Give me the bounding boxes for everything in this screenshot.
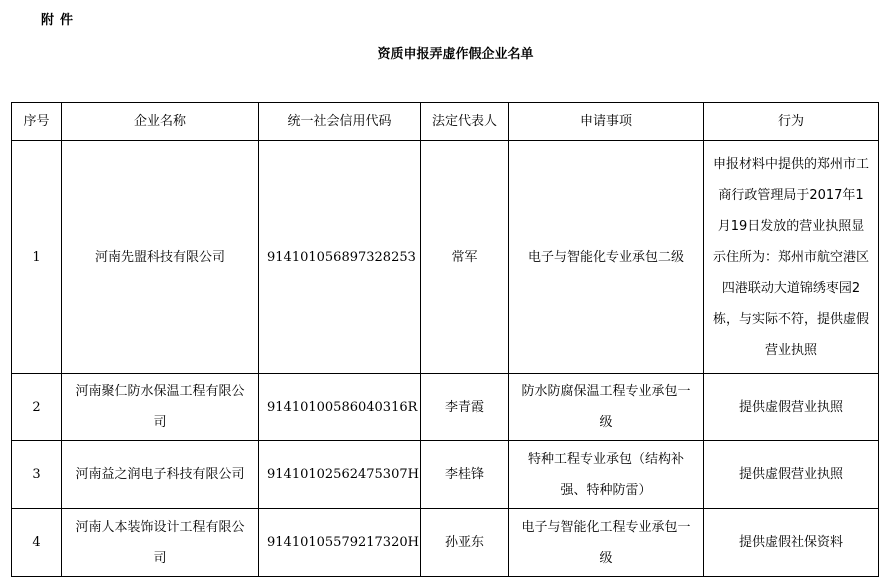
document-title: 资质申报弄虚作假企业名单 [377,47,534,62]
row-application: 电子与智能化工程专业承包一级 [509,509,704,577]
table-row [12,509,879,577]
column-header-credit-code: 统一社会信用代码 [259,103,421,141]
row-application: 电子与智能化专业承包二级 [509,141,704,374]
row-legal-rep: 李桂锋 [421,441,509,509]
row-behavior: 提供虚假社保资料 [704,509,879,577]
table-header-row [12,103,879,141]
column-header-legal-rep: 法定代表人 [421,103,509,141]
table-row [12,374,879,441]
row-behavior: 提供虚假营业执照 [704,374,879,441]
row-company-name: 河南先盟科技有限公司 [62,141,259,374]
column-header-company: 企业名称 [62,103,259,141]
table-row [12,441,879,509]
row-legal-rep: 李青霞 [421,374,509,441]
row-company-name: 河南益之润电子科技有限公司 [62,441,259,509]
attachment-label: 附件 [41,13,80,28]
row-credit-code: 91410105689732825З [259,141,421,374]
row-company-name: 河南人本装饰设计工程有限公司 [62,509,259,577]
row-credit-code: 91410100586040316R [259,374,421,441]
row-credit-code: 91410102562475307H [259,441,421,509]
enterprise-list-table [11,102,879,577]
column-header-seq: 序号 [12,103,62,141]
row-behavior: 提供虚假营业执照 [704,441,879,509]
row-behavior: 申报材料中提供的郑州市工商行政管理局于2017年1月19日发放的营业执照显示住所为：郑州市航空港区四港联动大道锦绣枣园2栋，与实际不符，提供虚假营业执照 [704,141,879,374]
row-seq: 2 [12,374,62,441]
row-company-name: 河南聚仁防水保温工程有限公司 [62,374,259,441]
column-header-application: 申请事项 [509,103,704,141]
column-header-behavior: 行为 [704,103,879,141]
table-row [12,141,879,374]
row-legal-rep: 孙亚东 [421,509,509,577]
row-legal-rep: 常军 [421,141,509,374]
row-application: 特种工程专业承包（结构补强、特种防雷） [509,441,704,509]
row-seq: 3 [12,441,62,509]
row-application: 防水防腐保温工程专业承包一级 [509,374,704,441]
row-credit-code: 91410105579217320H [259,509,421,577]
row-seq: 1 [12,141,62,374]
row-seq: 4 [12,509,62,577]
